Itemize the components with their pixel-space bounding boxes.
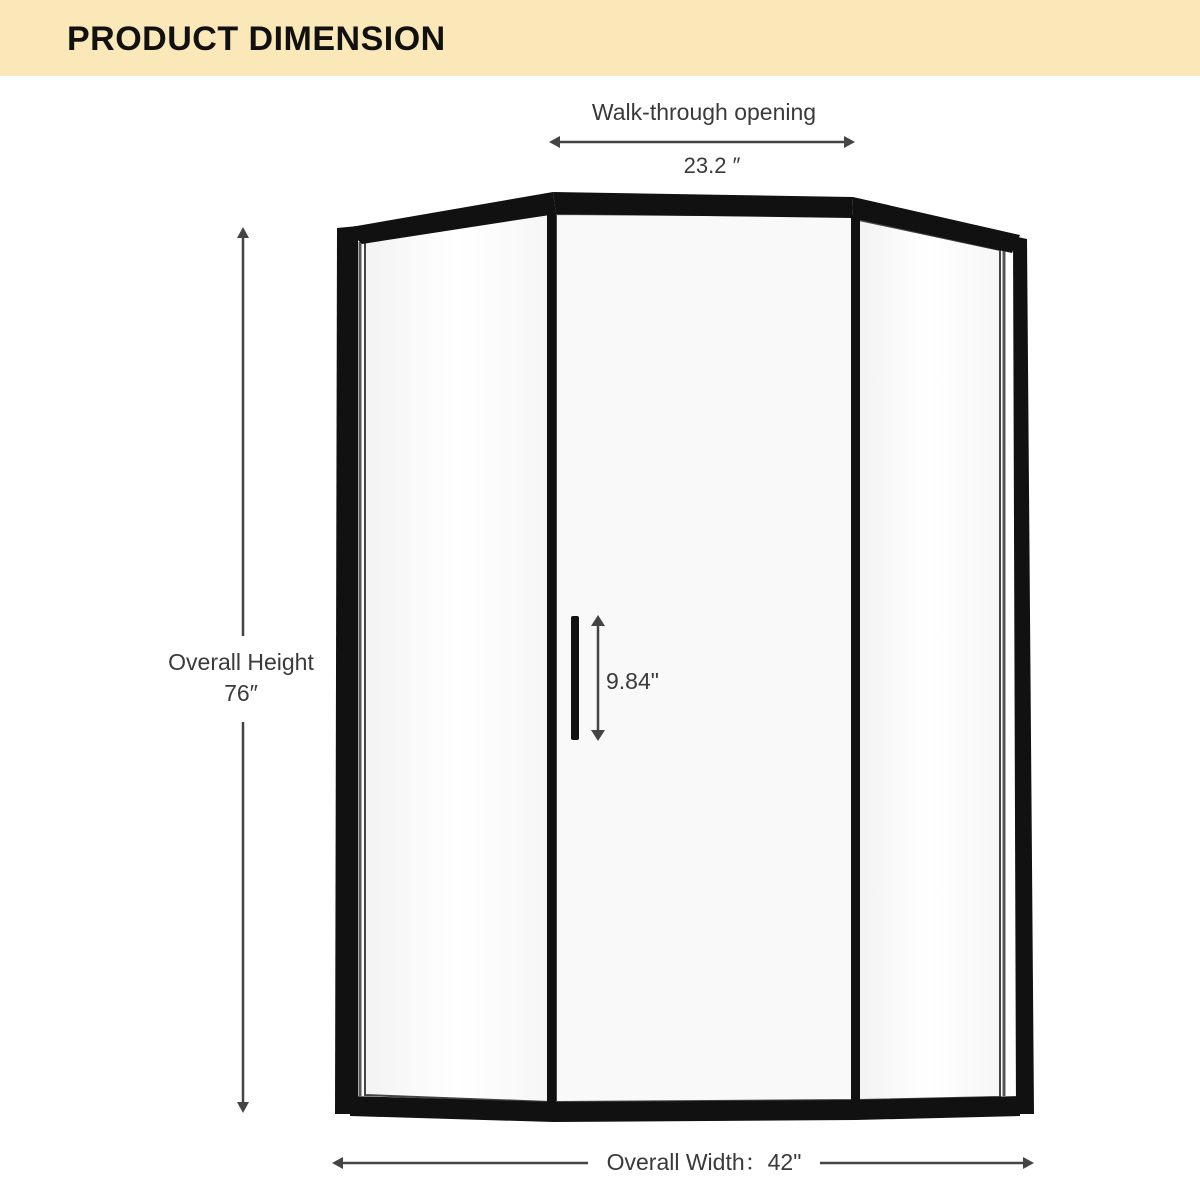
bottom-rail-center [553, 1100, 856, 1122]
walk-through-label: Walk-through opening [591, 99, 817, 125]
door-left-mullion [547, 212, 556, 1102]
door-handle [571, 616, 579, 740]
left-glass-panel [365, 214, 550, 1102]
bottom-rail-right [856, 1096, 1020, 1120]
door-glass-panel [556, 214, 852, 1102]
page-title: PRODUCT DIMENSION [67, 20, 446, 58]
walk-through-arrow [549, 136, 855, 148]
handle-value: 9.84" [606, 668, 659, 694]
width-label: Overall Width：42" [606, 1149, 802, 1175]
height-value: 76″ [224, 680, 258, 706]
walk-through-value: 23.2 ″ [683, 153, 741, 178]
left-frame-post [335, 226, 358, 1114]
height-label: Overall Height [168, 649, 314, 675]
door-right-mullion [851, 215, 860, 1101]
right-glass-panel [859, 220, 1000, 1100]
top-rail-center [553, 192, 853, 218]
right-frame-post [1013, 236, 1034, 1114]
